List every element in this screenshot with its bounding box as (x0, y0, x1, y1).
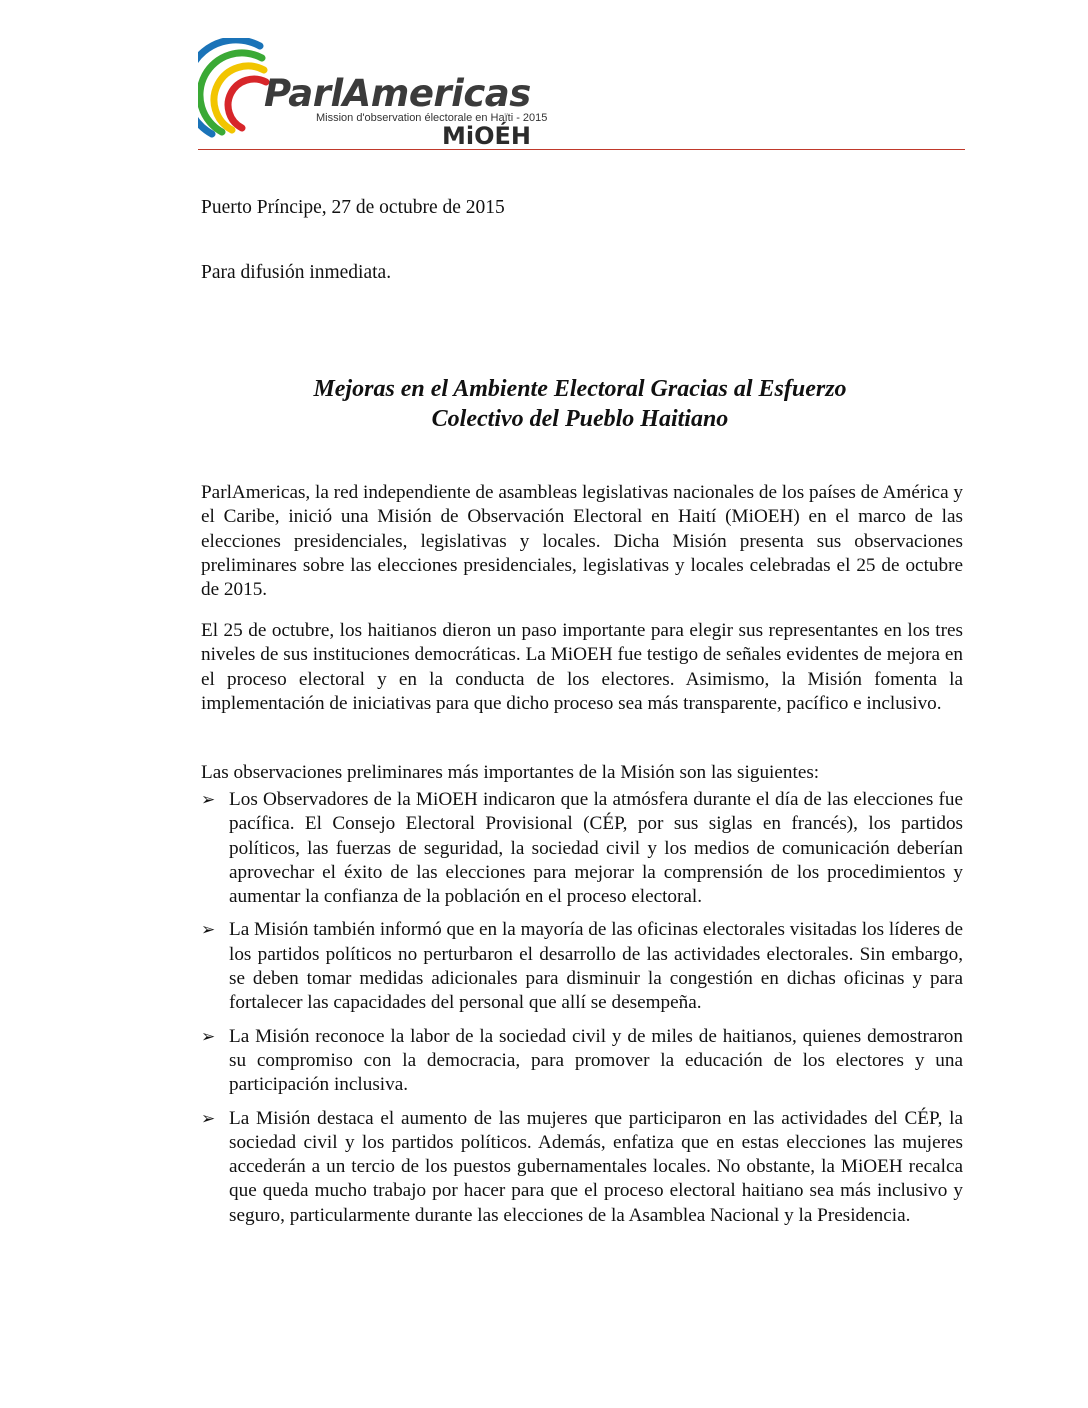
list-item (201, 918, 963, 1015)
dateline: Puerto Príncipe, 27 de octubre de 2015 (201, 197, 505, 218)
paragraph: El 25 de octubre, los haitianos dieron un paso importante para elegir sus representantes en los tres niveles de sus instituciones democráticas. La MiOEH fue testigo de señales evidentes de mejora en el proceso electoral y en la conducta de los electores. Asimismo, la Misión fomenta la implementación de iniciativas para que dicho proceso sea más transparente, pacífico e inclusivo. (201, 620, 963, 714)
observations-list (201, 788, 963, 1237)
logo-acronym: MiOÉH (442, 122, 531, 150)
header-divider (198, 149, 965, 150)
observation-text: La Misión reconoce la labor de la sociedad civil y de miles de haitianos, quienes demostraron su compromiso con la democracia, para promover la educación de los electores y una participación inclusiva. (229, 1025, 963, 1096)
arrow-bullet-icon: ➢ (201, 920, 216, 941)
letterhead-logo (198, 38, 968, 150)
observation-text: Los Observadores de la MiOEH indicaron que la atmósfera durante el día de las elecciones fue pacífica. El Consejo Electoral Provisional (CÉP, por sus siglas en francés), los partidos políticos, las fuerzas de seguridad, la sociedad civil y los medios de comunicación deberían aprovechar el éxito de las elecciones para mejorar la comprensión de los procedimientos y aumentar la confianza de la población en el proceso electoral. (229, 789, 963, 908)
arrow-bullet-icon: ➢ (201, 1108, 216, 1129)
title-line-2: Colectivo del Pueblo Haitiano (431, 406, 729, 432)
list-item (201, 1107, 963, 1228)
arrow-bullet-icon: ➢ (201, 1026, 216, 1047)
logo-subtitle: Mission d'observation électorale en Haïti - 2015 (316, 112, 548, 124)
logo-name: ParlAmericas (264, 72, 531, 115)
observation-text: La Misión destaca el aumento de las mujeres que participaron en las actividades del CÉP, la sociedad civil y los partidos políticos. Además, enfatiza que en estas elecciones las mujeres accederán a un tercio de los puestos gubernamentales locales. No obstante, la MiOEH recalca que queda mucho trabajo por hacer para que el proceso electoral haitiano sea más inclusivo y seguro, particularmente durante las elecciones de la Asamblea Nacional y la Presidencia. (229, 1107, 963, 1226)
observation-text: La Misión también informó que en la mayoría de las oficinas electorales visitadas los líderes de los partidos políticos no perturbaron el desarrollo de las actividades electorales. Sin embargo, se deben tomar medidas adicionales para disminuir la congestión en dichas oficinas y para fortalecer las capacidades del personal que allí se desempeña. (229, 919, 963, 1014)
document-title (180, 374, 980, 434)
list-item (201, 1025, 963, 1098)
title-line-1: Mejoras en el Ambiente Electoral Gracias al Esfuerzo (313, 376, 847, 402)
release-note: Para difusión inmediata. (201, 262, 392, 283)
list-item (201, 788, 963, 909)
observations-intro: Las observaciones preliminares más importantes de la Misión son las siguientes: (201, 762, 820, 783)
arrow-bullet-icon: ➢ (201, 790, 216, 810)
paragraph: ParlAmericas, la red independiente de asambleas legislativas nacionales de los países de América y el Caribe, inició una Misión de Observación Electoral en Haití (MiOEH) en el marco de las elecciones presidenciales, legislativas y locales. Dicha Misión presenta sus observaciones preliminares sobre las elecciones presidenciales, legislativas y locales celebradas el 25 de octubre de 2015. (201, 482, 963, 601)
